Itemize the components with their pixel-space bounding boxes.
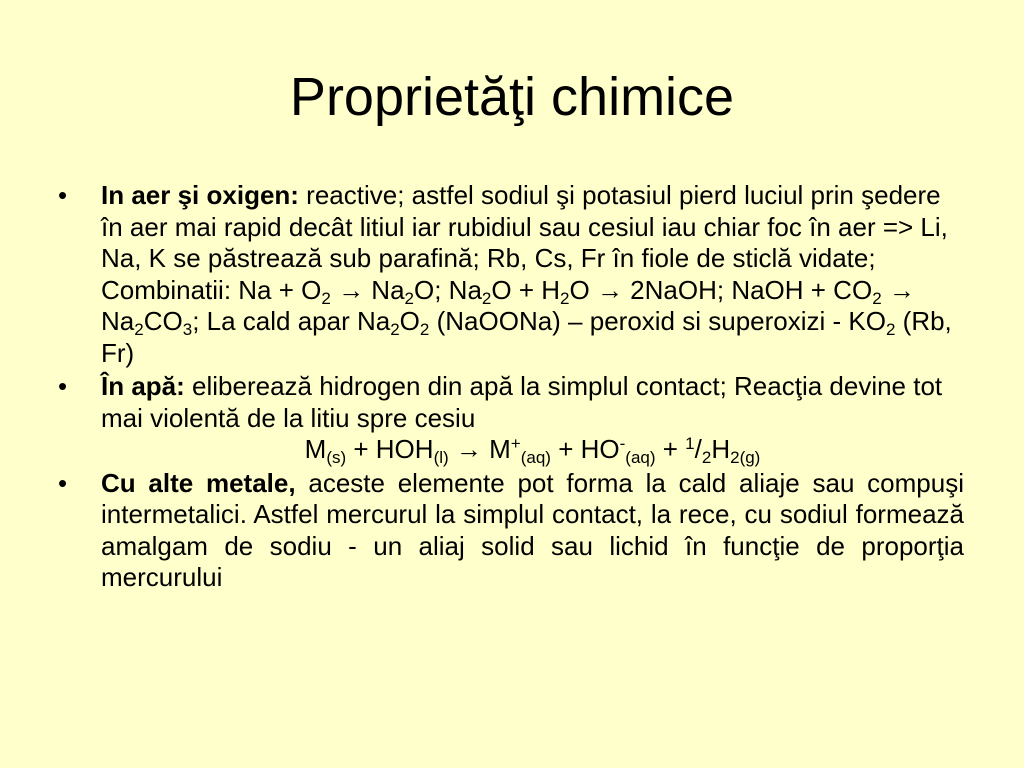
bullet-item-water: • În apă: eliberează hidrogen din apă la simplul contact; Reacţia devine tot mai violentă de la litiu spre cesiu [58, 371, 943, 433]
bullet-list [58, 180, 964, 594]
bullet-item-other-metals: • Cu alte metale, aceste elemente pot forma la cald aliaje sau compuşi intermetalici. Astfel mercurul la simplul contact, la rece, cu sodiul formează amalgam de sodiu - un aliaj solid sau lichid în funcţie de proporţia mercurului [58, 467, 964, 592]
bullet-marker: • [58, 371, 68, 401]
item-heading: In aer şi oxigen: [101, 180, 299, 210]
bullet-item-air-oxygen: • In aer şi oxigen: reactive; astfel sodiul şi potasiul pierd luciul prin şedere în aer mai rapid decât litiul iar rubidiul sau cesiul iau chiar foc în aer => Li, Na, K se păstrează sub parafină; Rb, Cs, Fr în fiole de sticlă vidate; Combinatii: $Na + O_2 \to Na_2O$; $Na_2O + H_2O$ → 2NaOH; NaOH + $CO_2 \to Na_2CO_3$; La cald apar $Na_2O_2$ (NaOONa) – peroxid si superoxizi - $KO_2$ (Rb, Fr) [58, 180, 952, 368]
bullet-marker: • [58, 180, 68, 210]
reaction-equation: $M_{(s)} + HOH_{(l)} \to M^+_{(aq)} + HO^-_{(aq)} + ^1/_2H_{2(g)}$ [304, 434, 761, 467]
bullet-marker: • [58, 467, 68, 498]
reaction-arrow: → [448, 434, 490, 464]
item-heading: În apă: [101, 371, 185, 401]
slide-title: Proprietăţi chimice [289, 67, 735, 127]
item-heading: Cu alte metale, [101, 467, 296, 498]
